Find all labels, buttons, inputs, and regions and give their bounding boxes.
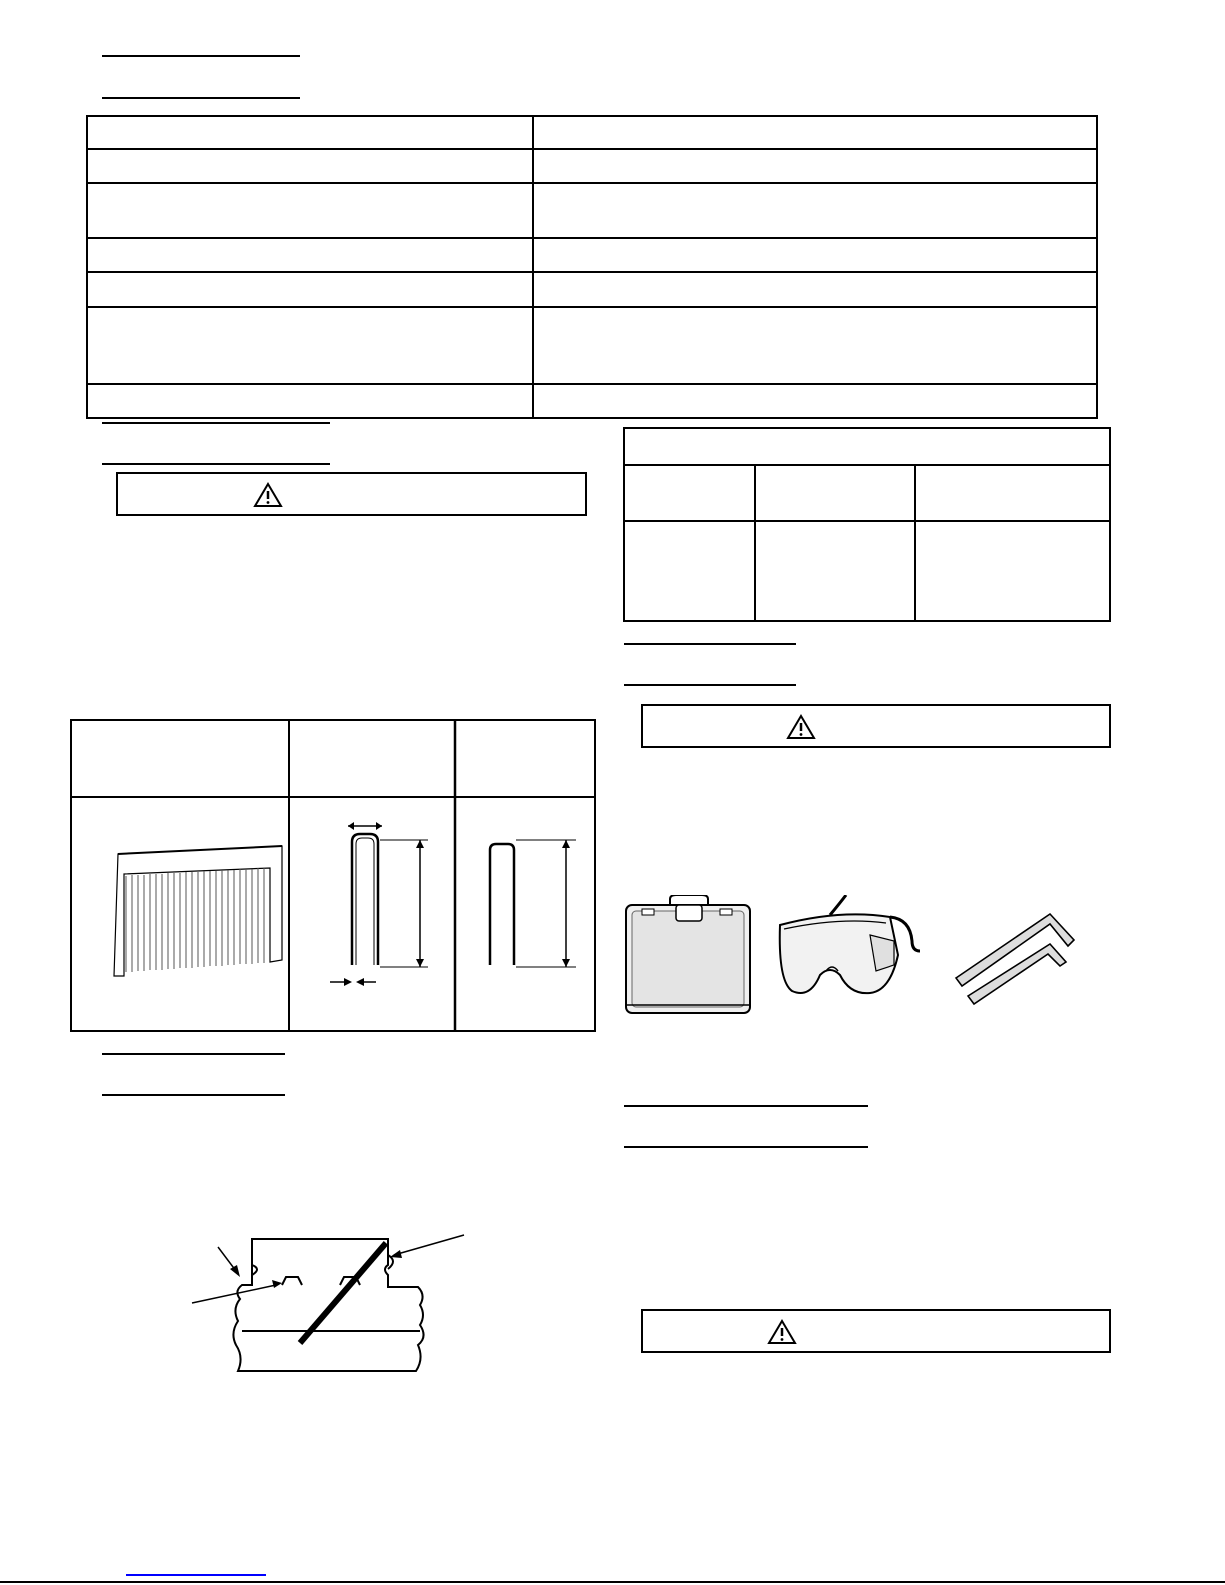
heading-rule-magazine-2	[102, 1094, 285, 1096]
heading-rule-fasteners-2	[102, 463, 330, 465]
safety-glasses-illustration	[770, 895, 920, 1020]
warning-icon	[786, 714, 816, 740]
footer-link[interactable]	[126, 1574, 266, 1576]
heading-rule-applications-1	[624, 1105, 868, 1107]
warning-box-applications	[641, 1309, 1111, 1353]
hex-wrenches-illustration	[950, 900, 1090, 1020]
heading-rule-magazine-1	[102, 1053, 285, 1055]
warning-icon	[767, 1319, 797, 1345]
staple-dimension-drawing-length	[470, 810, 600, 1000]
heading-rule-top-2	[102, 97, 300, 99]
heading-rule-accessories-1	[624, 643, 796, 645]
warning-box-accessories	[641, 704, 1111, 748]
magazine-illustration	[190, 1225, 490, 1395]
footer-rule	[0, 1581, 1225, 1583]
warning-icon	[253, 482, 283, 508]
warning-box-fasteners	[116, 472, 587, 516]
heading-rule-top-1	[102, 55, 300, 57]
carrying-case-illustration	[620, 895, 755, 1020]
staple-dimension-drawing-width	[320, 810, 450, 1000]
heading-rule-fasteners-1	[102, 422, 330, 424]
heading-rule-applications-2	[624, 1146, 868, 1148]
staple-strip-illustration	[100, 840, 290, 980]
heading-rule-accessories-2	[624, 684, 796, 686]
